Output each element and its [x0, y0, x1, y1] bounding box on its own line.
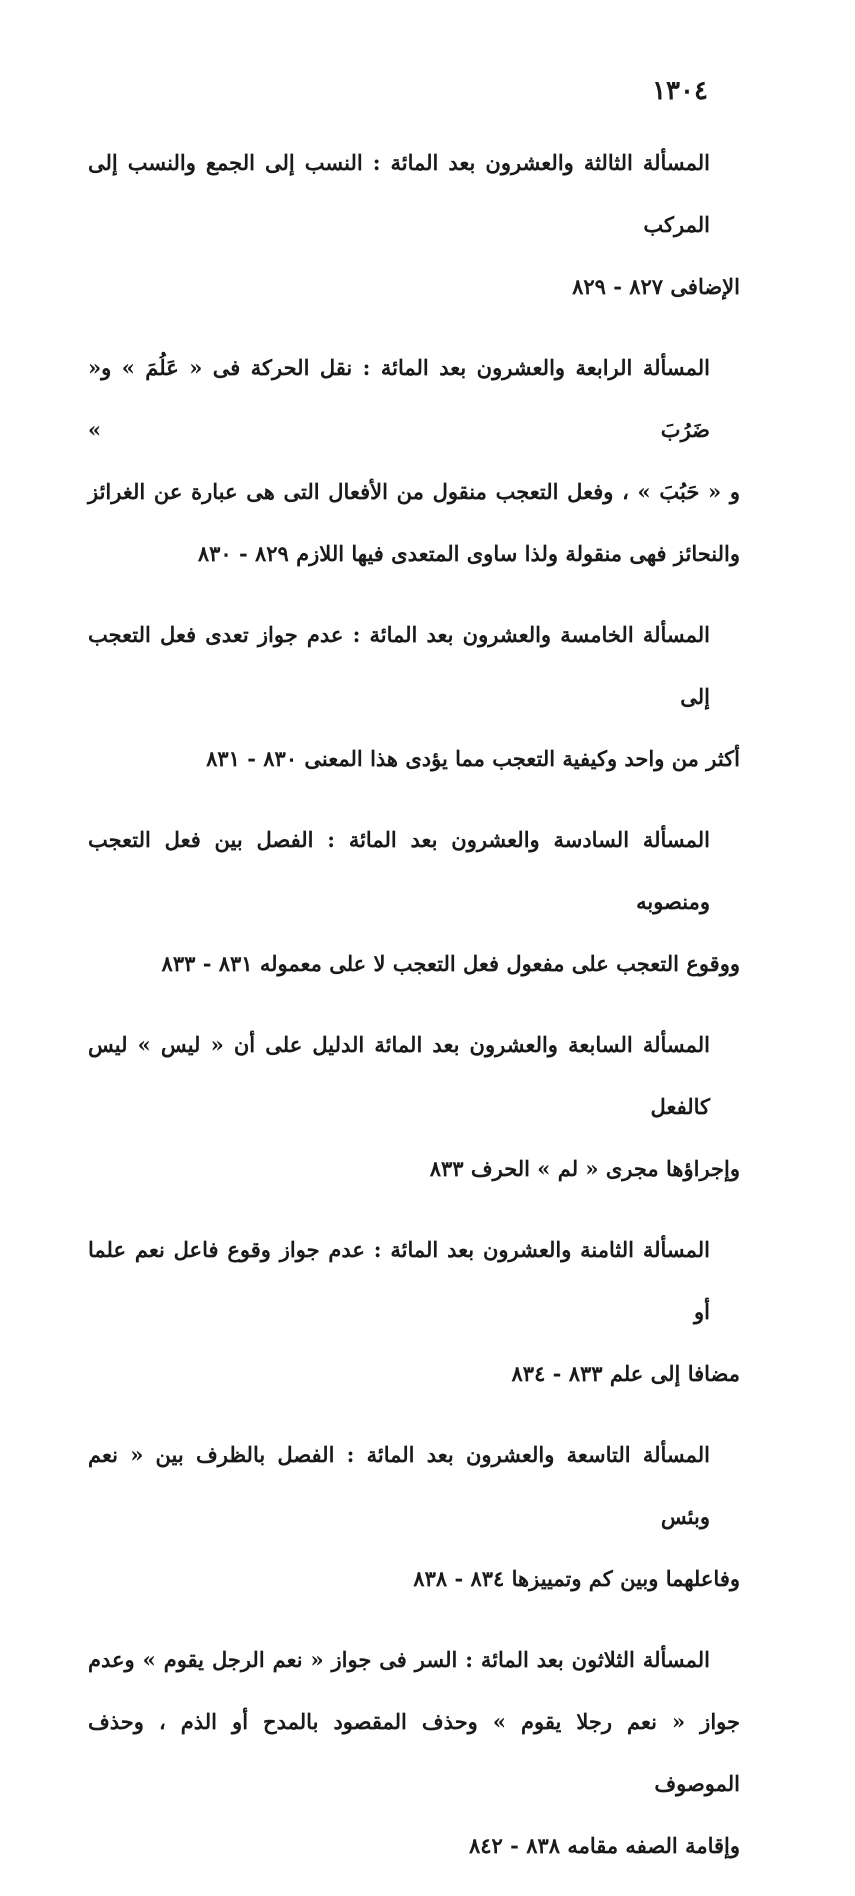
entry-line: المسألة الثلاثون بعد المائة : السر فى جواز « نعم الرجل يقوم » وعدم — [88, 1647, 710, 1672]
entry-text — [88, 132, 740, 318]
entry-line: المسألة الثالثة والعشرون بعد المائة : النسب إلى الجمع والنسب إلى المركب — [88, 150, 710, 237]
entry-line: المسألة الثامنة والعشرون بعد المائة : عدم جواز وقوع فاعل نعم علما أو — [88, 1237, 710, 1324]
entry-text — [88, 1014, 740, 1200]
entry-line: جواز « نعم رجلا يقوم » وحذف المقصود بالمدح أو الذم ، وحذف الموصوف — [88, 1709, 740, 1796]
entry-line: المسألة السابعة والعشرون بعد المائة الدليل على أن « ليس » ليس كالفعل — [88, 1032, 710, 1119]
entry-line: ووقوع التعجب على مفعول فعل التعجب لا على معموله ٨٣١ - ٨٣٣ — [161, 951, 740, 976]
toc-entry — [88, 1219, 740, 1405]
toc-entry — [88, 132, 740, 318]
entry-line: أكثر من واحد وكيفية التعجب مما يؤدى هذا المعنى ٨٣٠ - ٨٣١ — [206, 746, 740, 771]
toc-entry — [88, 1629, 740, 1877]
entry-line: وفاعلهما وبين كم وتمييزها ٨٣٤ - ٨٣٨ — [413, 1566, 740, 1591]
entry-line: وإجراؤها مجرى « لم » الحرف ٨٣٣ — [429, 1156, 740, 1181]
entry-text — [88, 337, 740, 585]
page-number: ١٣٠٤ — [652, 76, 708, 106]
toc-entry — [88, 1424, 740, 1610]
entry-line: المسألة الخامسة والعشرون بعد المائة : عدم جواز تعدى فعل التعجب إلى — [88, 622, 710, 709]
toc-entry — [88, 1014, 740, 1200]
entry-text — [88, 1629, 740, 1877]
entry-line: والنحائز فهى منقولة ولذا ساوى المتعدى فيها اللازم ٨٢٩ - ٨٣٠ — [197, 541, 740, 566]
entry-line: المسألة التاسعة والعشرون بعد المائة : الفصل بالظرف بين « نعم وبئس — [88, 1442, 710, 1529]
entry-line: الإضافى ٨٢٧ - ٨٢٩ — [572, 274, 740, 299]
toc-entry — [88, 604, 740, 790]
entry-line: وإقامة الصفه مقامه ٨٣٨ - ٨٤٢ — [469, 1833, 740, 1858]
entry-line: مضافا إلى علم ٨٣٣ - ٨٣٤ — [511, 1361, 740, 1386]
entry-text — [88, 1424, 740, 1610]
toc-entry — [88, 809, 740, 995]
toc-entry — [88, 337, 740, 585]
entry-line: المسألة الرابعة والعشرون بعد المائة : نقل الحركة فى « عَلُمَ » و« ضَرُبَ » — [88, 355, 710, 442]
table-of-contents — [88, 132, 740, 1896]
entry-text — [88, 604, 740, 790]
entry-line: و « حَبُبَ » ، وفعل التعجب منقول من الأفعال التى هى عبارة عن الغرائز — [88, 479, 740, 504]
entry-line: المسألة السادسة والعشرون بعد المائة : الفصل بين فعل التعجب ومنصوبه — [88, 827, 710, 914]
entry-text — [88, 1219, 740, 1405]
entry-text — [88, 809, 740, 995]
